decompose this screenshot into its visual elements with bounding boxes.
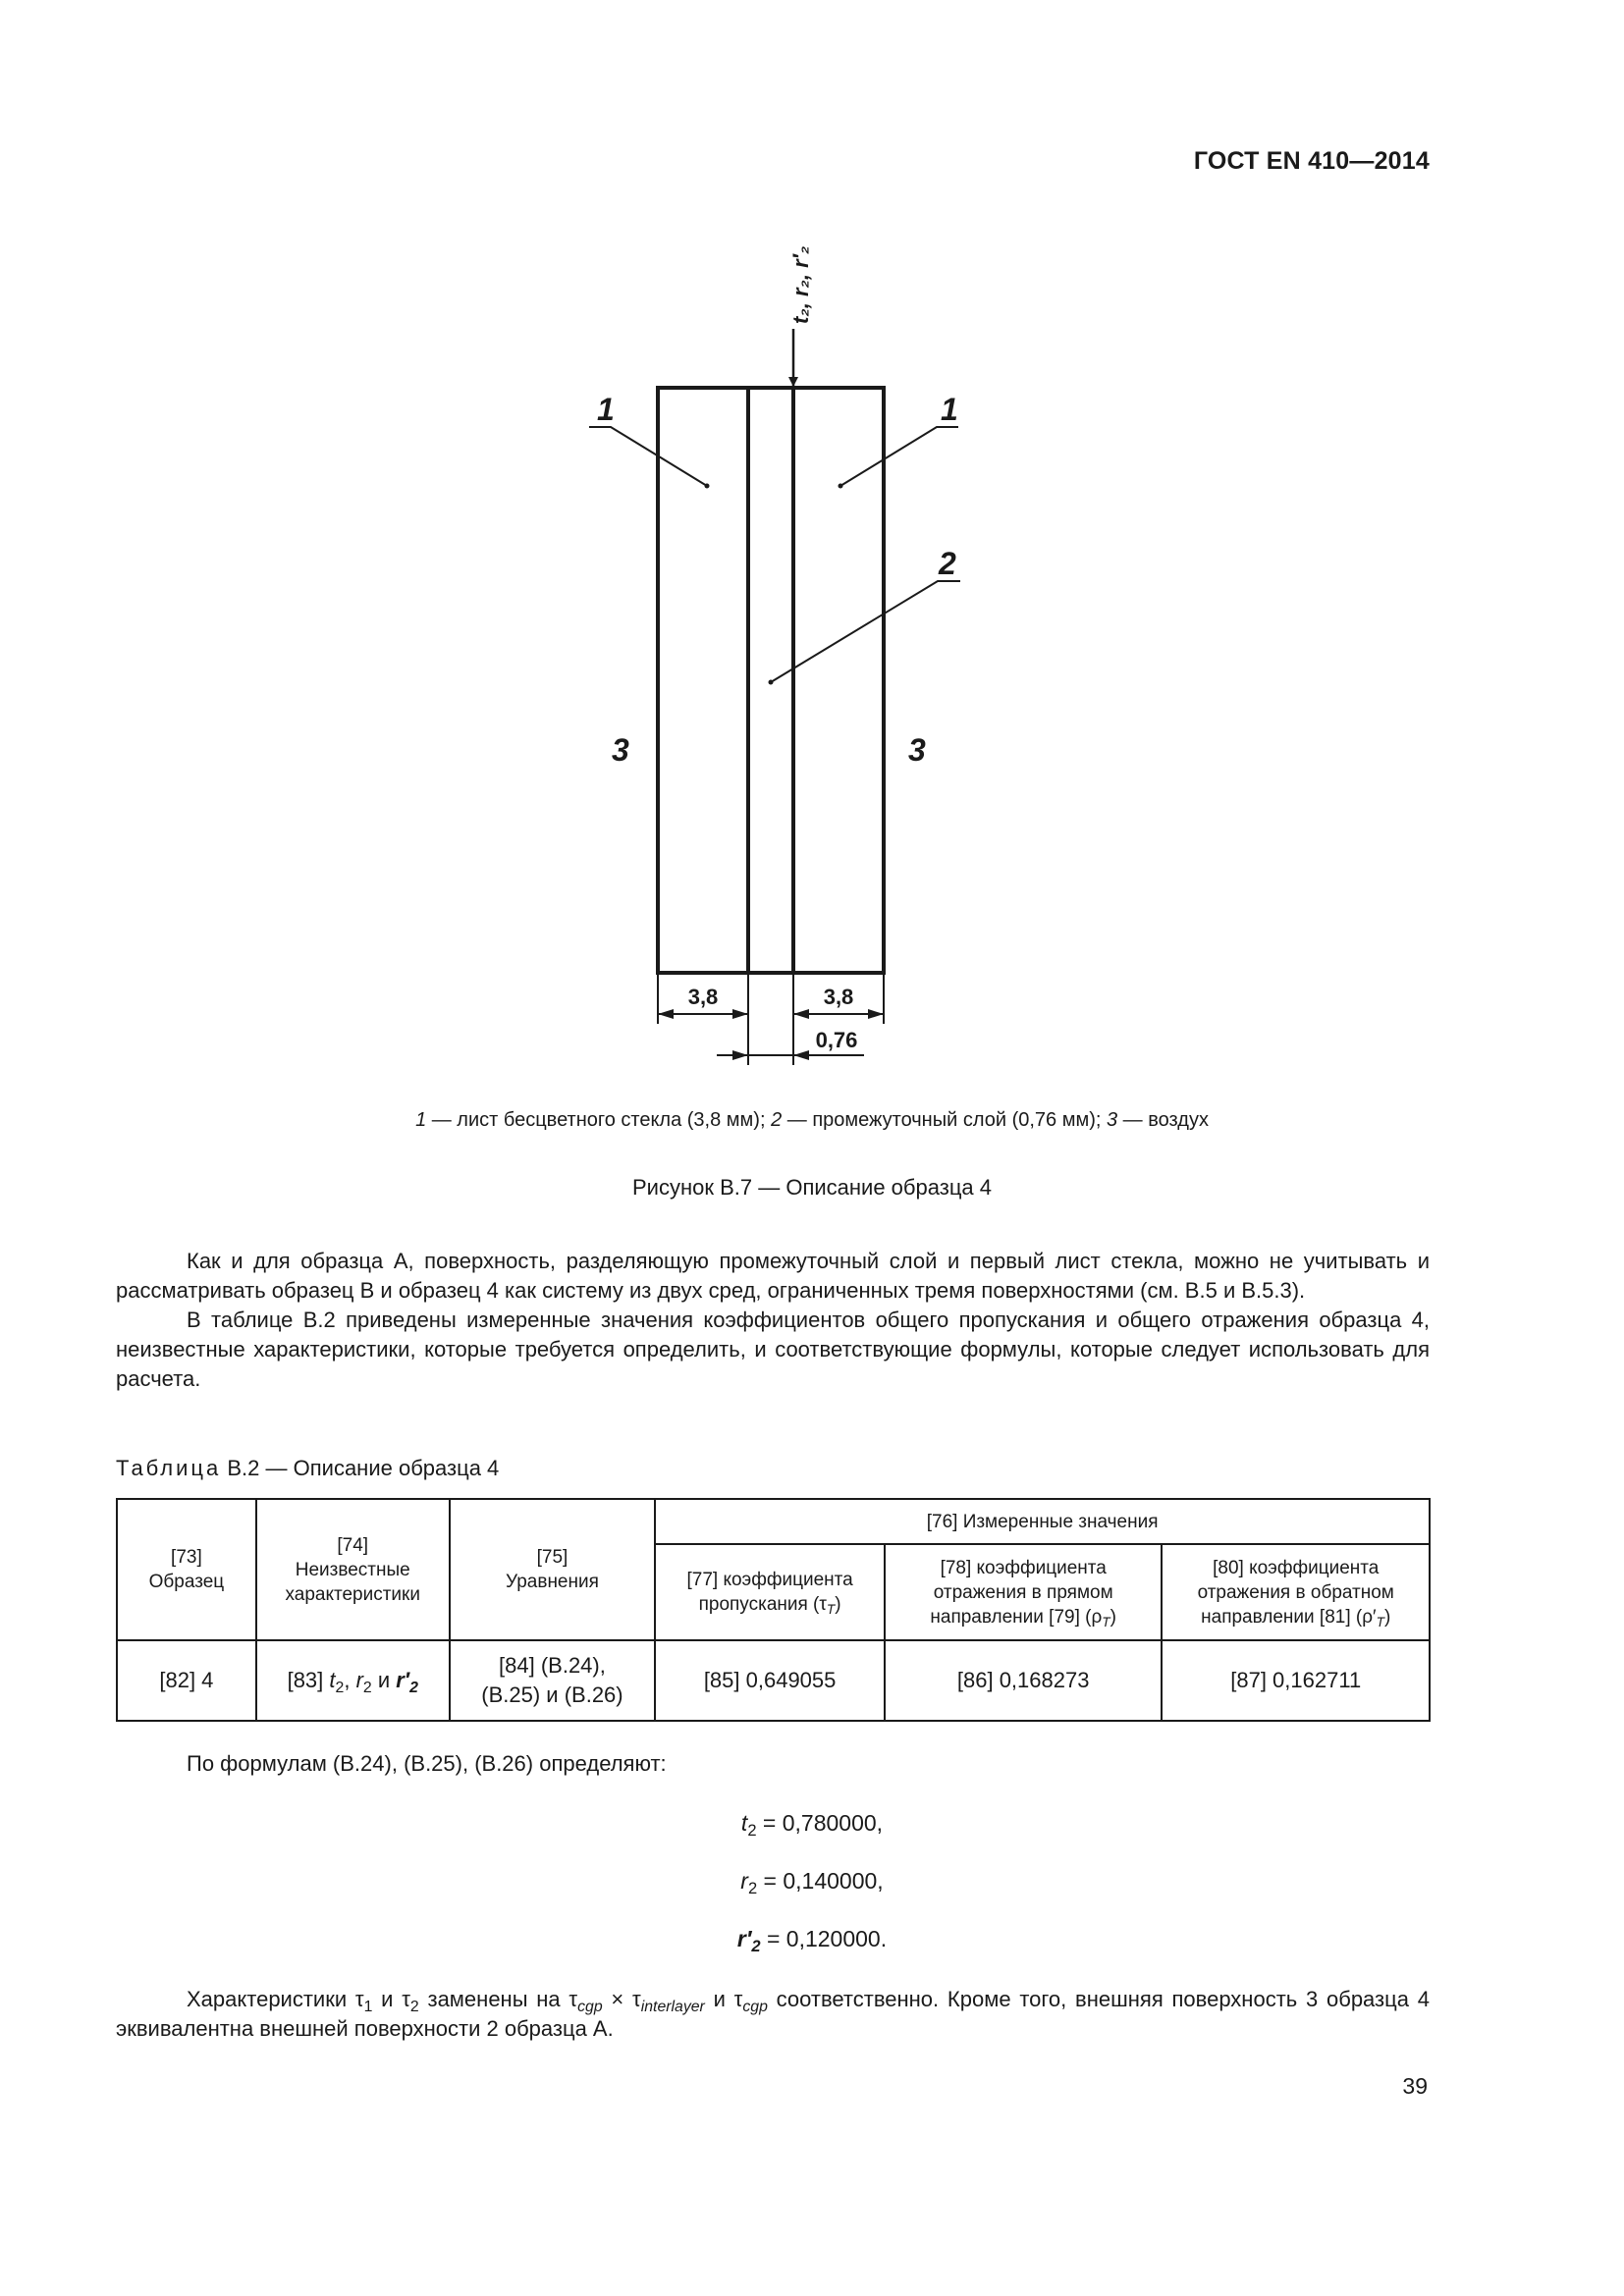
header-unknown: [74] Неизвестные характеристики	[256, 1499, 450, 1640]
page-number: 39	[1402, 2073, 1428, 2099]
paragraph: В таблице B.2 приведены измеренные значения коэффициентов общего пропускания и общего отражения образца 4, неизвестные характеристики, которые требуется определить, и соответствующие формулы, которые следует использовать для расчета.	[116, 1308, 1430, 1391]
header-equations: [75] Уравнения	[450, 1499, 656, 1640]
cell-reflection-backward: [87] 0,162711	[1162, 1640, 1430, 1721]
glass-pane-right	[793, 388, 884, 973]
header-reflection-forward: [78] коэффициента отражения в прямом направлении [79] $(\rho_T)$	[885, 1544, 1163, 1640]
dimension-interlayer: 0,76	[815, 1028, 858, 1052]
figure-legend: 1 — лист бесцветного стекла (3,8 мм); 2 — промежуточный слой (0,76 мм); 3 — воздух	[415, 1109, 1209, 1131]
header-reflection-backward: [80] коэффициента отражения в обратном направлении [81] $(\rho'_T)$	[1162, 1544, 1430, 1640]
header-transmission: [77] коэффициента пропускания $(\tau_T)$	[655, 1544, 885, 1640]
label-glass-left: 1	[597, 392, 615, 427]
cell-sample: [82] 4	[117, 1640, 256, 1721]
document-id: ГОСТ EN 410—2014	[1193, 147, 1430, 175]
formulas-intro: По формулам (B.24), (B.25), (B.26) определяют:	[187, 1751, 667, 1776]
cell-transmission: [85] 0,649055	[655, 1640, 885, 1721]
label-air-left: 3	[612, 732, 629, 768]
formula-r2: $r_2 = 0,140000$,	[740, 1868, 884, 1897]
label-air-right: 3	[908, 732, 926, 768]
leader-line-right	[840, 427, 958, 486]
body-text	[116, 1247, 1430, 1394]
sample-cross-section-figure	[530, 231, 1080, 1070]
paragraph: Как и для образца А, поверхность, разделяющую промежуточный слой и первый лист стекла, можно не учитывать и рассматривать образец В и образец 4 как систему из двух сред, ограниченных тремя поверхностями (см. B.5 и B.5.3).	[116, 1249, 1430, 1303]
table-row	[117, 1640, 1430, 1721]
figure-caption: Рисунок B.7 — Описание образца 4	[632, 1175, 992, 1200]
cell-unknown: [83] $t_2$, $r_2$ и $r'_2$	[256, 1640, 450, 1721]
header-sample: [73] Образец	[117, 1499, 256, 1640]
header-measured: [76] Измеренные значения	[655, 1499, 1430, 1544]
formula-r2-prime: $r'_2 = 0,120000$.	[736, 1926, 888, 1955]
cell-reflection-forward: [86] 0,168273	[885, 1640, 1163, 1721]
closing-paragraph: Характеристики $\tau_1$ и $\tau_2$ заменены на $\tau_{cgp} \times \tau_{interlayer}$ и $\tau_{cgp}$ соответственно. Кроме того, внешняя поверхность 3 образца 4 эквивалентна внешней поверхности 2 образца А.	[116, 1987, 1430, 2041]
dimension-glass-left: 3,8	[687, 985, 719, 1009]
dimension-glass-right: 3,8	[823, 985, 854, 1009]
arrow-label: t₂, r₂, r′₂	[788, 245, 813, 324]
glass-pane-left	[658, 388, 748, 973]
formula-t2: $t_2 = 0,780000$,	[740, 1810, 884, 1840]
leader-line-interlayer	[771, 581, 960, 682]
label-glass-right: 1	[941, 392, 958, 427]
label-interlayer: 2	[939, 546, 956, 581]
cell-equations: [84] (B.24), (B.25) и (B.26)	[450, 1640, 656, 1721]
leader-line-left	[589, 427, 707, 486]
sample-description-table	[116, 1498, 1431, 1722]
table-title: Таблица B.2 — Описание образца 4	[116, 1456, 500, 1480]
